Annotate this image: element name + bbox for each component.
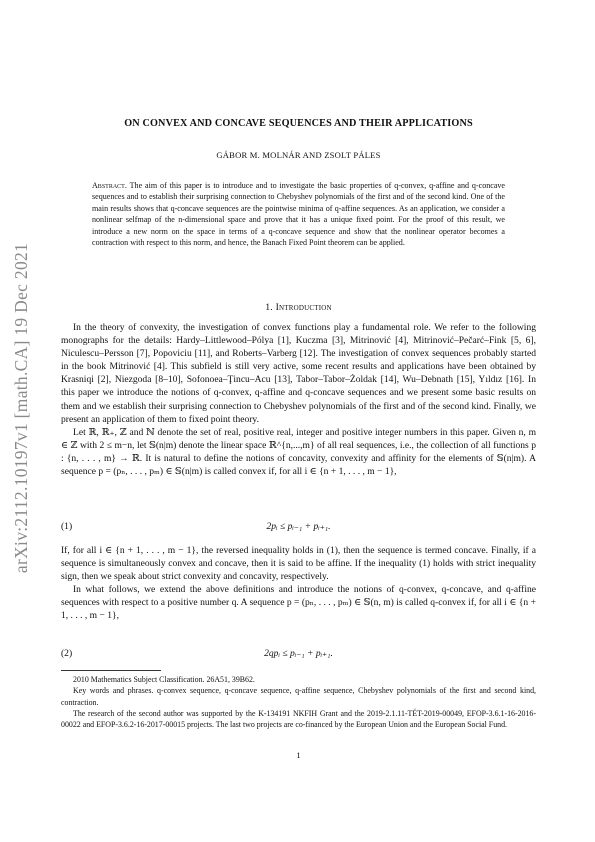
page-number: 1	[296, 750, 301, 760]
paragraph: Let ℝ, ℝ₊, ℤ and ℕ denote the set of real, positive real, integer and positive integer numbers in this paper. Given n, m ∈ ℤ with 2 ≤ m−n, let 𝕊(n|m) denote the linear space ℝ^{n,...,m} of all real sequences, i.e., the collection of all functions p : {n, . . . , m} → ℝ. It is natural to define the notions of concavity, convexity and affinity for the elements of 𝕊(n|m). A sequence p = (pₙ, . . . , pₘ) ∈ 𝕊(n|m) is called convex if, for all i ∈ {n + 1, . . . , m − 1},	[61, 426, 536, 478]
arxiv-identifier: arXiv:2112.10197v1 [math.CA] 19 Dec 2021	[11, 242, 31, 574]
footnote-msc: 2010 Mathematics Subject Classification. 26A51, 39B62.	[73, 675, 255, 684]
footnote-divider	[61, 670, 161, 671]
equation-formula: 2pᵢ ≤ pᵢ₋₁ + pᵢ₊₁.	[266, 521, 331, 532]
section-title: Introduction	[275, 302, 332, 313]
equation-2	[61, 648, 536, 662]
equation-number: (2)	[61, 648, 73, 659]
paragraph: If, for all i ∈ {n + 1, . . . , m − 1}, the reversed inequality holds in (1), then the sequence is termed concave. Finally, if a sequence is simultaneously convex and concave, then it is said to be affine. If the inequality (1) holds with strict inequality sign, then we speak about strict convexity and concavity, respectively.	[61, 545, 536, 583]
section-number: 1.	[265, 302, 273, 313]
equation-1	[61, 521, 536, 535]
paper-authors: GÁBOR M. MOLNÁR AND ZSOLT PÁLES	[216, 150, 381, 160]
paper-title: ON CONVEX AND CONCAVE SEQUENCES AND THEIR APPLICATIONS	[124, 118, 473, 129]
abstract	[92, 180, 505, 248]
footnote-funding: The research of the second author was supported by the K-134191 NKFIH Grant and the 2019-2.1.11-TÉT-2019-00049, EFOP-3.6.1-16-2016-00022 and EFOP-3.6.2-16-2017-00015 projects. The last two projects are co-financed by the European Union and the European Social Fund.	[61, 708, 536, 730]
abstract-text: The aim of this paper is to introduce and to investigate the basic properties of q-convex, q-affine and q-concave sequences and to establish their surprising connection to Chebyshev polynomials of the first and of the second kind. One of the main results shows that q-concave sequences are the pointwise minima of q-affine sequences. As an application, we consider a nonlinear selfmap of the n-dimensional space and prove that it has a unique fixed point. For the proof of this result, we introduce a new norm on the space in terms of a q-concave sequence and show that the nonlinear operator becomes a contraction with respect to this norm, and hence, the Banach Fixed Point theorem can be applied.	[92, 181, 505, 248]
paragraph: In what follows, we extend the above definitions and introduce the notions of q-convex, q-concave, and q-affine sequences with respect to a positive number q. A sequence p = (pₙ, . . . , pₘ) ∈ 𝕊(n, m) is called q-convex if, for all i ∈ {n + 1, . . . , m − 1},	[61, 584, 536, 622]
equation-formula: 2qpᵢ ≤ pᵢ₋₁ + pᵢ₊₁.	[264, 648, 333, 659]
footnote-keywords: Key words and phrases. q-convex sequence, q-concave sequence, q-affine sequence, Chebyshev polynomials of the first and second kind, contraction.	[61, 686, 536, 707]
footnotes	[61, 674, 536, 730]
equation-number: (1)	[61, 521, 73, 532]
paragraph: In the theory of convexity, the investigation of convex functions play a fundamental role. We refer to the following monographs for the details: Hardy–Littlewood–Pólya [1], Kuczma [3], Mitrinović [4], Mitrinović–Pečarć–Fink [5, 6], Niculescu–Persson [7], Popoviciu [11], and Roberts–Varberg [12]. The investigation of convex sequences probably started in the book Mitrinović [4]. This subfield is still very active, some recent results and applications have been obtained by Krasniqi [2], Niezgoda [8–10], Sofonoea–Ţincu–Acu [13], Tabor–Tabor–Żoldak [14], Wu–Debnath [15], Yıldız [16]. In this paper we introduce the notions of q-convex, q-affine and q-concave sequences and we present some basic results on them and we establish their surprising connection to Chebyshev polynomials of the first and of the second kind. Finally, we present an application of them to fixed point theory.	[61, 322, 536, 425]
intro-paragraphs-block-2	[61, 544, 536, 623]
section-heading	[61, 302, 536, 313]
intro-paragraphs-block-1	[61, 321, 536, 478]
abstract-heading: Abstract.	[92, 181, 127, 190]
